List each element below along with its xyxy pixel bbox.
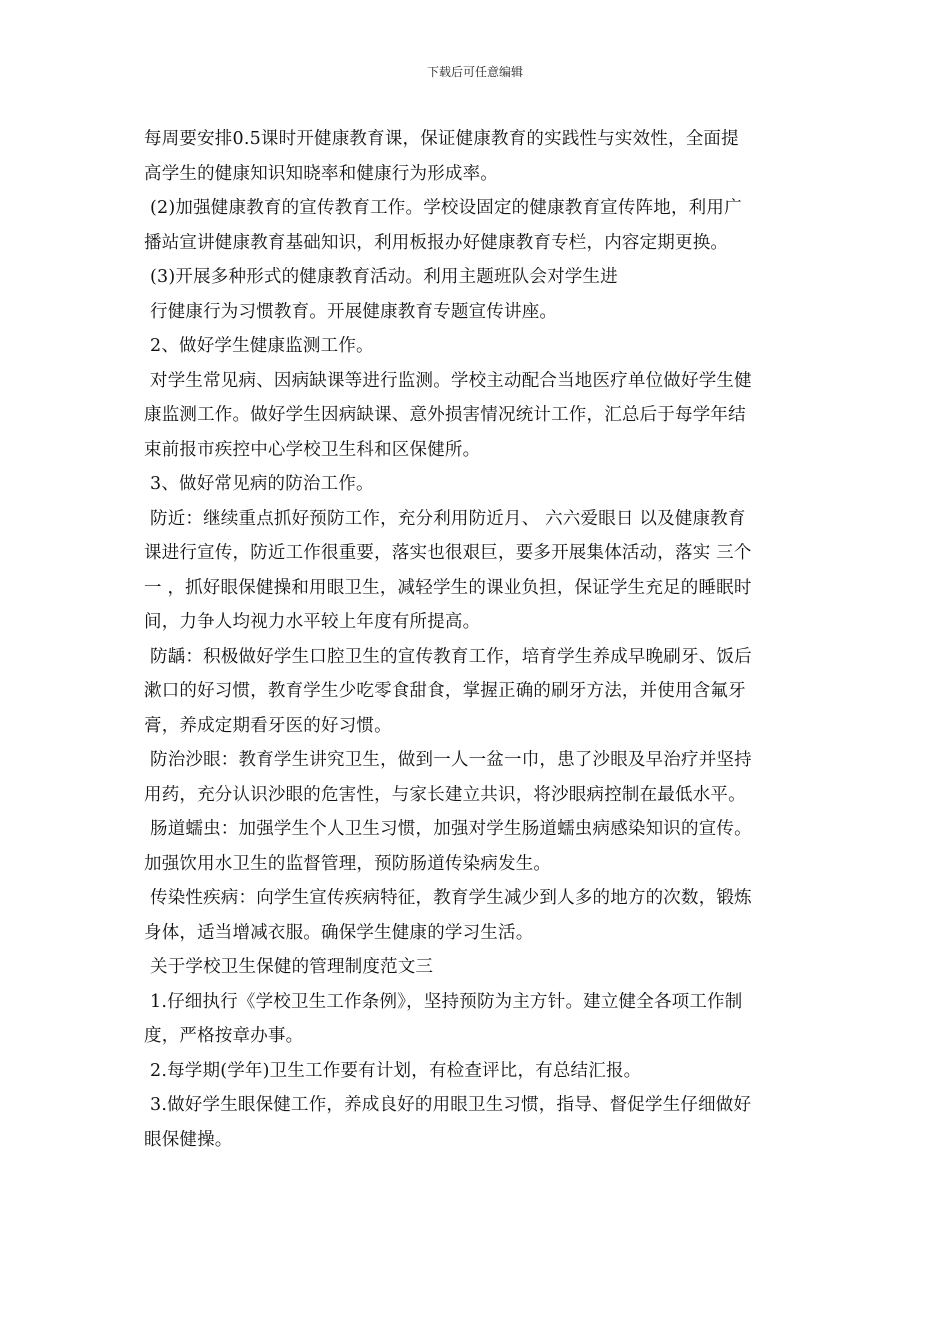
- text-line: 防龋：积极做好学生口腔卫生的宣传教育工作，培育学生养成早晚刷牙、饭后: [150, 646, 752, 667]
- text-line: 间，力争人均视力水平较上年度有所提高。: [144, 612, 481, 632]
- text-line: 防近：继续重点抓好预防工作，充分利用防近月、 六六爱眼日 以及健康教育: [150, 508, 746, 529]
- text-line: 防治沙眼：教育学生讲究卫生，做到一人一盆一巾，患了沙眼及早治疗并坚持: [150, 750, 752, 770]
- text-line: 康监测工作。做好学生因病缺课、意外损害情况统计工作，汇总后于每学年结: [144, 405, 746, 425]
- text-line: 传染性疾病：向学生宣传疾病特征，教育学生减少到人多的地方的次数，锻炼: [150, 888, 752, 908]
- text-line: 束前报市疾控中心学校卫生科和区保健所。: [144, 439, 481, 460]
- text-line: 每周要安排0.5课时开健康教育课，保证健康教育的实践性与实效性，全面提: [144, 129, 739, 149]
- text-line: 课进行宣传，防近工作很重要，落实也很艰巨，要多开展集体活动，落实 三个: [144, 543, 752, 563]
- text-line: 2.每学期(学年)卫生工作要有计划，有检查评比，有总结汇报。: [150, 1060, 642, 1081]
- text-line: 用药，充分认识沙眼的危害性，与家长建立共识，将沙眼病控制在最低水平。: [144, 784, 746, 805]
- text-line: 身体，适当增减衣服。确保学生健康的学习生活。: [144, 922, 534, 943]
- text-line: (3)开展多种形式的健康教育活动。利用主题班队会对学生进: [150, 267, 618, 287]
- page-header: 下载后可任意编辑: [426, 65, 523, 79]
- text-line: 加强饮用水卫生的监督管理，预防肠道传染病发生。: [144, 853, 552, 874]
- text-line: 肠道蠕虫：加强学生个人卫生习惯，加强对学生肠道蠕虫病感染知识的宣传。: [150, 819, 752, 839]
- text-line: (2)加强健康教育的宣传教育工作。学校设固定的健康教育宣传阵地，利用广: [150, 198, 742, 218]
- text-line: 对学生常见病、因病缺课等进行监测。学校主动配合当地医疗单位做好学生健: [150, 370, 752, 391]
- text-line: 播站宣讲健康教育基础知识，利用板报办好健康教育专栏，内容定期更换。: [144, 232, 729, 253]
- text-line: 3、做好常见病的防治工作。: [150, 474, 374, 494]
- text-line: 2、做好学生健康监测工作。: [150, 336, 374, 356]
- text-line: 行健康行为习惯教育。开展健康教育专题宣传讲座。: [150, 301, 558, 322]
- text-line: 度，严格按章办事。: [144, 1026, 304, 1046]
- text-line: 膏，养成定期看牙医的好习惯。: [144, 715, 392, 736]
- text-line: 高学生的健康知识知晓率和健康行为形成率。: [144, 163, 498, 184]
- text-line: 漱口的好习惯，教育学生少吃零食甜食，掌握正确的刷牙方法，并使用含氟牙: [144, 681, 746, 701]
- text-line: 1.仔细执行《学校卫生工作条例》，坚持预防为主方针。建立健全各项工作制: [150, 991, 743, 1012]
- document-body: [144, 122, 814, 1157]
- text-line: 关于学校卫生保健的管理制度范文三: [150, 957, 434, 977]
- text-line: 眼保健操。: [144, 1129, 233, 1150]
- text-line: 一 ，抓好眼保健操和用眼卫生，减轻学生的课业负担，保证学生充足的睡眠时: [144, 577, 752, 598]
- text-line: 3.做好学生眼保健工作，养成良好的用眼卫生习惯，指导、督促学生仔细做好: [150, 1095, 752, 1115]
